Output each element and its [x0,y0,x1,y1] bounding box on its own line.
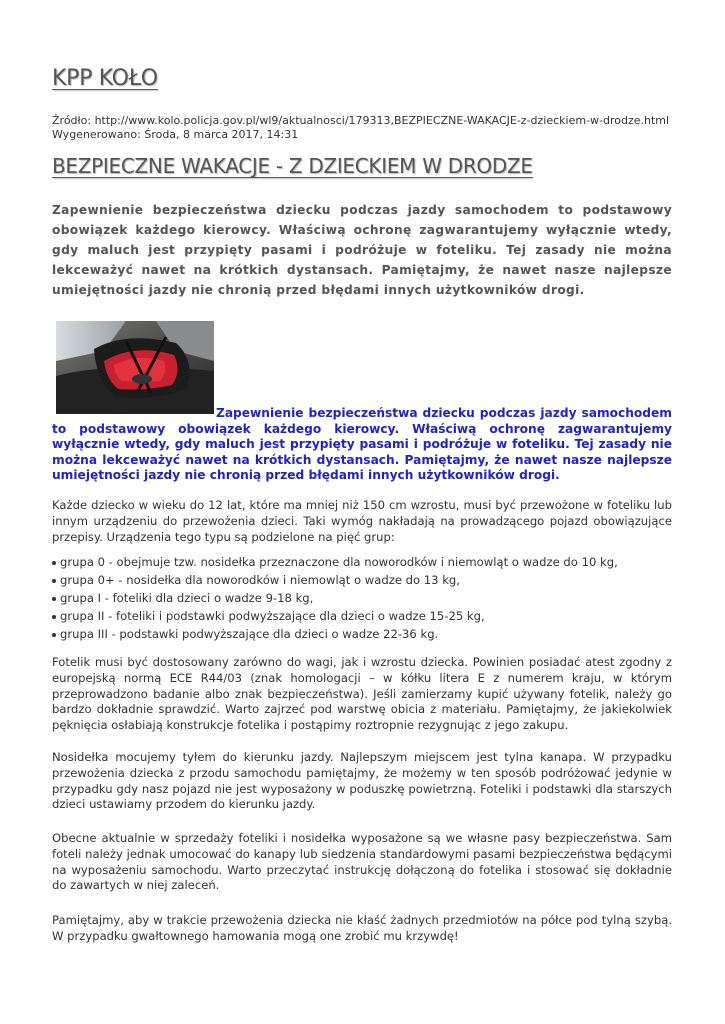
document-meta [52,114,669,142]
site-title: KPP KOŁO [52,66,158,91]
list-item: grupa 0+ - nosidełka dla noworodków i niemowląt o wadze do 13 kg, [52,571,618,589]
list-item: grupa 0 - obejmuje tzw. nosidełka przeznaczone dla noworodków i niemowląt o wadze do 10 kg, [52,553,618,571]
article-title: BEZPIECZNE WAKACJE - Z DZIECKIEM W DRODZE [52,154,533,178]
list-item: grupa III - podstawki podwyższające dla dzieci o wadze 22-36 kg. [52,625,618,643]
paragraph-5: Pamiętajmy, aby w trakcie przewożenia dziecka nie kłaść żadnych przedmiotów na półce pod tylną szybą. W przypadku gwałtownego hamowania mogą one zrobić mu krzywdę! [52,913,672,943]
car-seat-groups-list [52,553,618,643]
list-item: grupa I - foteliki dla dzieci o wadze 9-18 kg, [52,589,618,607]
photo-caption [52,406,672,484]
paragraph-3: Nosidełka mocujemy tyłem do kierunku jazdy. Najlepszym miejscem jest tylna kanapa. W przypadku przewożenia dziecka z przodu samochodu pamiętajmy, że możemy w ten sposób podróżować jedynie w przypadku gdy nasz pojazd nie jest wyposażony w poduszkę powietrzną. Foteliki i podstawki dla starszych dzieci ustawiamy przodem do kierunku jazdy. [52,750,672,812]
paragraph-4: Obecne aktualnie w sprzedaży foteliki i nosidełka wyposażone są we własne pasy bezpieczeństwa. Sam foteli należy jednak umocować do kanapy lub siedzenia standardowymi pasami bezpieczeństwa będącymi na wyposażeniu samochodu. Warto przeczytać instrukcję dołączoną do fotelika i stosować się dokładnie do zawartych w niej zaleceń. [52,831,672,893]
photo-caption-text: Zapewnienie bezpieczeństwa dziecku podczas jazdy samochodem to podstawowy obowiązek każdego kierowcy. Właściwą ochronę zagwarantujemy wyłącznie wtedy, gdy maluch jest przypięty pasami i podróżuje w foteliku. Tej zasady nie można lekceważyć nawet na krótkich dystansach. Pamiętajmy, że nawet nasze najlepsze umiejętności jazdy nie chronią przed błędami innych użytkowników drogi. [52,406,672,482]
source-line: Źródło: http://www.kolo.policja.gov.pl/wl9/aktualnosci/179313,BEZPIECZNE-WAKACJE-z-dzieckiem-w-drodze.html [52,114,670,127]
generated-line: Wygenerowano: Środa, 8 marca 2017, 14:31 [52,128,299,141]
paragraph-2: Fotelik musi być dostosowany zarówno do wagi, jak i wzrostu dziecka. Powinien posiadać atest zgodny z europejską normą ECE R44/03 (znak homologacji – w kółku litera E z numerem kraju, w którym przeprowadzono badanie albo znak bezpieczeństwa). Jeśli zamierzamy kupić używany fotelik, należy go bardzo dokładnie sprawdzić. Warto zajrzeć pod warstwę obicia z materiału. Pamiętajmy, że jakiekolwiek pęknięcia osłabiają konstrukcje fotelika i postąpimy roztropnie rezygnując z jego zakupu. [52,655,672,733]
article-lead: Zapewnienie bezpieczeństwa dziecku podczas jazdy samochodem to podstawowy obowiązek każdego kierowcy. Właściwą ochronę zagwarantujemy wyłącznie wtedy, gdy maluch jest przypięty pasami i podróżuje w foteliku. Tej zasady nie można lekceważyć nawet na krótkich dystansach. Pamiętajmy, że nawet nasze najlepsze umiejętności jazdy nie chronią przed błędami innych użytkowników drogi. [52,203,672,297]
paragraph-1: Każde dziecko w wieku do 12 lat, które ma mniej niż 150 cm wzrostu, musi być przewożone w foteliku lub innym urządzeniu do przewożenia dzieci. Taki wymóg nakładają na prowadzącego pojazd obowiązujące przepisy. Urządzenia tego typu są podzielone na pięć grup: [52,498,672,544]
child-car-seat-photo [56,321,214,414]
list-item: grupa II - foteliki i podstawki podwyższające dla dzieci o wadze 15-25 kg, [52,607,618,625]
